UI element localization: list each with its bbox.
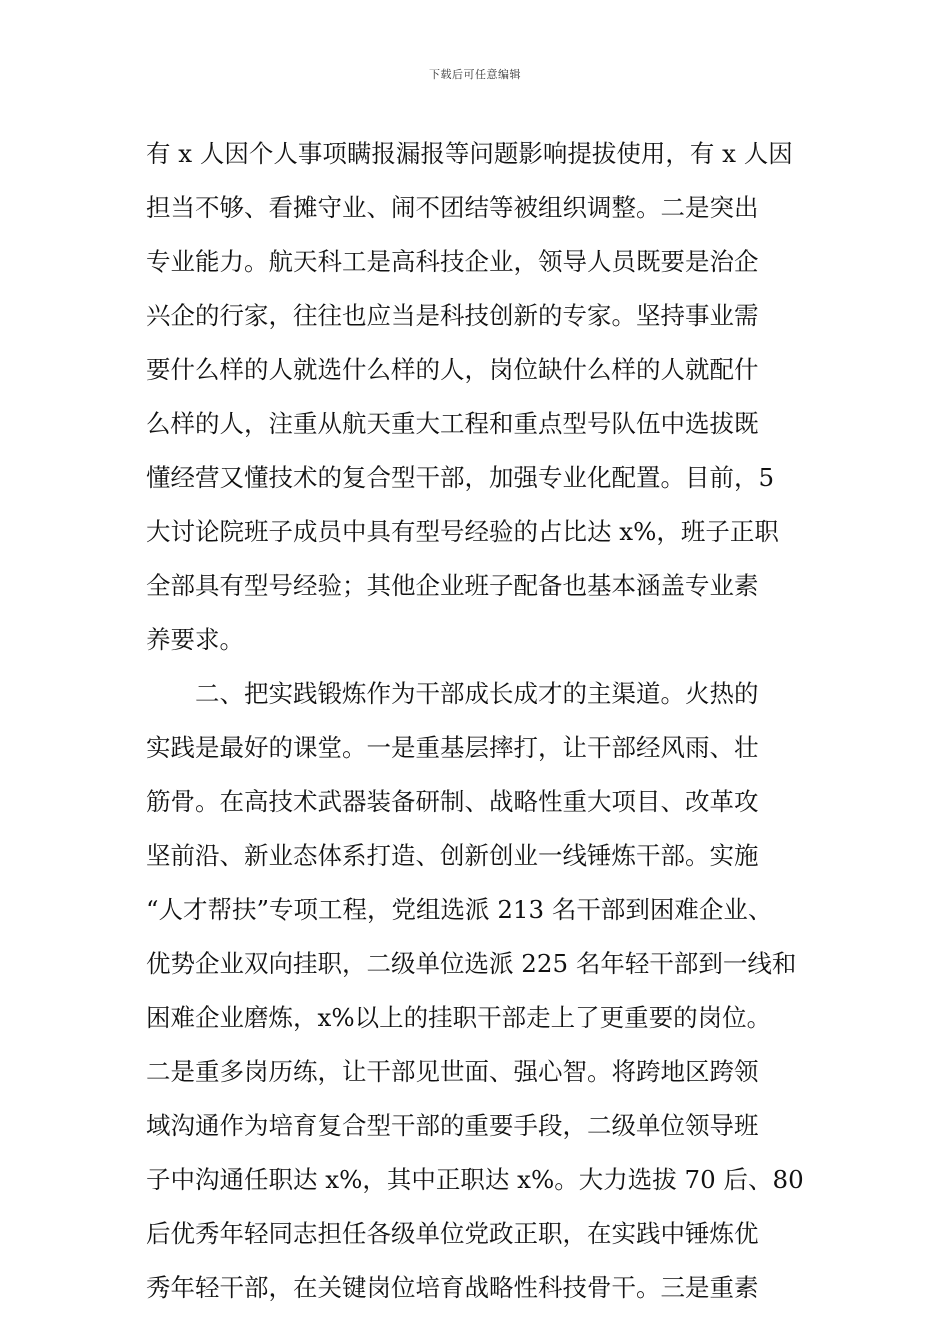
text-line: 懂经营又懂技术的复合型干部，加强专业化配置。目前，5 [146, 463, 775, 492]
text-line: 后优秀年轻同志担任各级单位党政正职，在实践中锤炼优 [146, 1219, 759, 1248]
text-line: “人才帮扶”专项工程，党组选派 213 名干部到困难企业、 [146, 895, 773, 924]
text-line: 专业能力。航天科工是高科技企业，领导人员既要是治企 [146, 247, 759, 276]
text-line: 困难企业磨炼，x%以上的挂职干部走上了更重要的岗位。 [146, 1003, 772, 1032]
text-line: 域沟通作为培育复合型干部的重要手段，二级单位领导班 [146, 1111, 759, 1140]
text-line: 要什么样的人就选什么样的人，岗位缺什么样的人就配什 [146, 355, 759, 384]
text-line: 二是重多岗历练，让干部见世面、强心智。将跨地区跨领 [146, 1057, 759, 1086]
text-line: 大讨论院班子成员中具有型号经验的占比达 x%，班子正职 [146, 517, 779, 546]
text-line: 兴企的行家，往往也应当是科技创新的专家。坚持事业需 [146, 301, 759, 330]
text-line: 子中沟通任职达 x%，其中正职达 x%。大力选拔 70 后、80 [146, 1165, 804, 1194]
text-line: 坚前沿、新业态体系打造、创新创业一线锤炼干部。实施 [146, 841, 759, 870]
text-line: 筋骨。在高技术武器装备研制、战略性重大项目、改革攻 [146, 787, 759, 816]
page-header: 下载后可任意编辑 [429, 68, 521, 81]
text-line: 二、把实践锻炼作为干部成长成才的主渠道。火热的 [195, 679, 759, 708]
text-line: 全部具有型号经验；其他企业班子配备也基本涵盖专业素 [146, 571, 759, 600]
text-line: 么样的人，注重从航天重大工程和重点型号队伍中选拔既 [146, 409, 759, 438]
text-line: 养要求。 [146, 625, 244, 654]
text-line: 担当不够、看摊守业、闹不团结等被组织调整。二是突出 [146, 193, 759, 222]
text-line: 实践是最好的课堂。一是重基层摔打，让干部经风雨、壮 [146, 733, 759, 762]
text-line: 优势企业双向挂职，二级单位选派 225 名年轻干部到一线和 [146, 949, 797, 978]
text-line: 秀年轻干部，在关键岗位培育战略性科技骨干。三是重素 [146, 1273, 759, 1302]
text-line: 有 x 人因个人事项瞒报漏报等问题影响提拔使用，有 x 人因 [146, 139, 793, 168]
document-body [146, 127, 810, 1315]
